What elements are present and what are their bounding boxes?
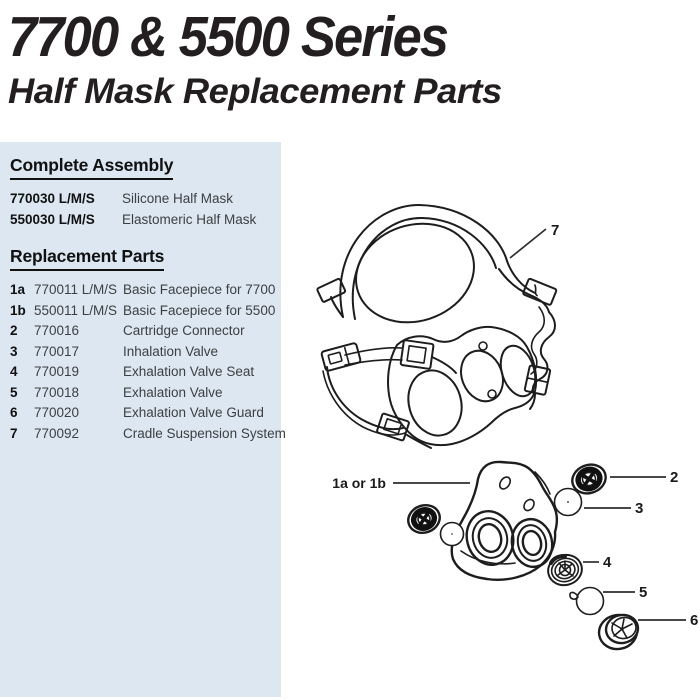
facepiece-drawing: [452, 462, 557, 580]
cartridge-connector-left-drawing: [404, 501, 443, 537]
parts-panel: [0, 142, 286, 697]
part-number: 770018: [34, 384, 80, 400]
part-row: [10, 280, 276, 301]
callout-exhalation-valve-seat: [583, 554, 612, 571]
page-subtitle: Half Mask Replacement Parts: [8, 71, 502, 111]
part-row: [10, 301, 276, 322]
callout-cradle-label: 7: [551, 222, 560, 239]
title-block: [8, 6, 698, 111]
replacement-parts-heading: Replacement Parts: [10, 246, 164, 271]
item-number: 1b: [10, 302, 26, 318]
part-row: [10, 383, 273, 404]
complete-assembly-heading: Complete Assembly: [10, 155, 173, 180]
complete-assembly-section: [10, 155, 273, 230]
exhalation-valve-seat-drawing: [545, 551, 586, 589]
part-number: 770011 L/M/S: [34, 282, 118, 297]
cradle-suspension-drawing: [317, 205, 560, 448]
item-number: 1a: [10, 282, 26, 297]
part-description: Exhalation Valve Seat: [123, 364, 255, 379]
assembly-row: [10, 189, 273, 210]
parts-diagram: [285, 195, 700, 700]
callout-cartridge-connector-label: 2: [670, 469, 679, 486]
callout-exhalation-valve: [603, 584, 647, 601]
callout-facepiece-label: 1a or 1b: [332, 475, 386, 491]
part-row: [10, 403, 273, 424]
part-number: 770092: [34, 425, 80, 441]
part-row: [10, 424, 286, 445]
part-number: 550011 L/M/S: [34, 302, 118, 318]
part-number: 770016: [34, 323, 80, 338]
item-number: 6: [10, 405, 18, 420]
callout-exhalation-valve-label: 5: [639, 584, 648, 601]
part-number: 550030 L/M/S: [10, 211, 95, 227]
page-title: 7700 & 5500 Series: [8, 5, 448, 69]
part-row: [10, 362, 273, 383]
part-description: Exhalation Valve Guard: [123, 405, 264, 420]
item-number: 4: [10, 364, 18, 379]
part-description: Silicone Half Mask: [122, 191, 234, 206]
callout-cartridge-connector: [610, 469, 678, 486]
part-description: Elastomeric Half Mask: [122, 211, 257, 227]
callout-cradle: [510, 222, 559, 258]
part-description: Inhalation Valve: [123, 343, 219, 359]
callout-inhalation-valve-label: 3: [635, 500, 644, 517]
assembly-row: [10, 210, 273, 231]
part-number: 770030 L/M/S: [10, 191, 95, 206]
item-number: 5: [10, 384, 18, 400]
part-number: 770019: [34, 364, 80, 379]
part-description: Cartridge Connector: [123, 323, 245, 338]
exhalation-valve-guard-drawing: [596, 612, 640, 652]
part-description: Basic Facepiece for 7700: [123, 282, 276, 297]
callout-exhalation-valve-guard-label: 6: [690, 612, 699, 629]
part-number: 770020: [34, 405, 80, 420]
part-row: [10, 342, 273, 363]
exhalation-valve-drawing: [570, 588, 604, 615]
replacement-parts-section: [10, 230, 286, 444]
item-number: 2: [10, 323, 18, 338]
inhalation-valve-left-drawing: [441, 523, 464, 546]
part-number: 770017: [34, 343, 80, 359]
item-number: 3: [10, 343, 18, 359]
inhalation-valve-drawing: [555, 489, 582, 516]
part-row: [10, 321, 273, 342]
part-description: Exhalation Valve: [123, 384, 223, 400]
callout-facepiece: [332, 475, 470, 491]
item-number: 7: [10, 425, 18, 441]
callout-inhalation-valve: [584, 500, 643, 517]
callout-exhalation-valve-guard: [638, 612, 698, 629]
part-description: Basic Facepiece for 5500: [123, 302, 276, 318]
callout-exhalation-valve-seat-label: 4: [603, 554, 612, 571]
part-description: Cradle Suspension System: [123, 425, 286, 441]
